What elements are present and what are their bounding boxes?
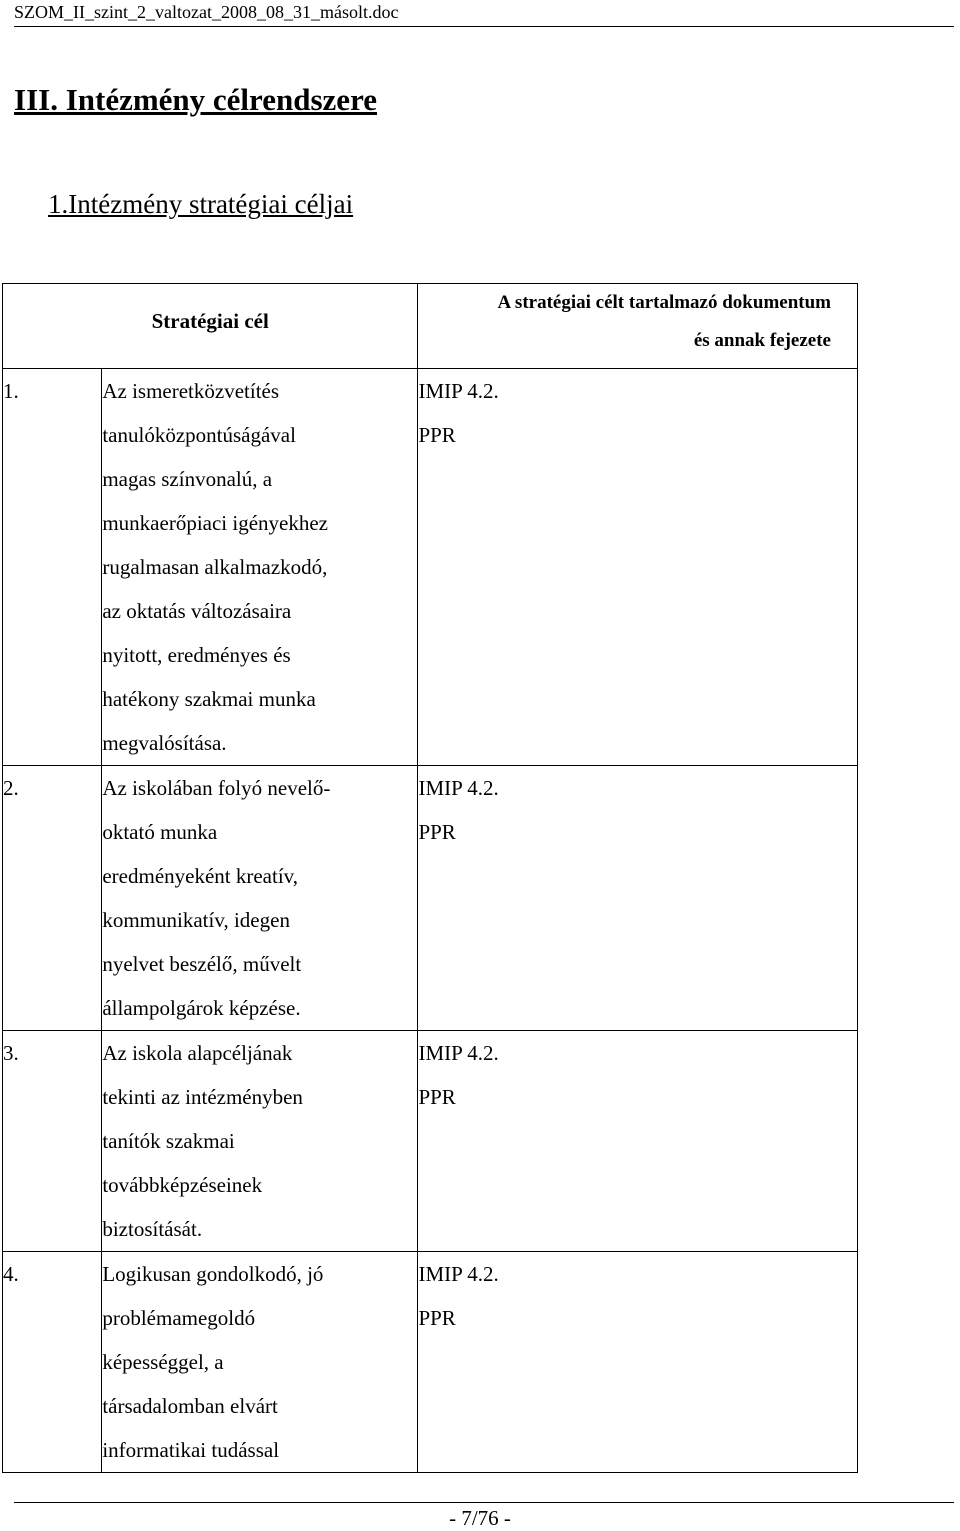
table-row: [3, 1252, 858, 1473]
table-header-row: [3, 284, 858, 369]
goal-line: oktató munka: [102, 820, 218, 844]
goal-line: képességgel, a: [102, 1350, 224, 1374]
goal-line: tekinti az intézményben: [102, 1085, 303, 1109]
footer-divider: [14, 1502, 954, 1503]
table-row: [3, 766, 858, 1031]
goal-line: Az iskolában folyó nevelő-: [102, 776, 331, 800]
goal-number: 3.: [3, 1031, 102, 1252]
doc-ref-imip: IMIP 4.2.: [418, 1041, 499, 1065]
strategic-goals-table: [2, 283, 858, 1473]
doc-ref-ppr: PPR: [418, 423, 456, 447]
goal-line: megvalósítása.: [102, 731, 227, 755]
doc-ref-ppr: PPR: [418, 820, 456, 844]
doc-ref-imip: IMIP 4.2.: [418, 379, 499, 403]
goal-number: 4.: [3, 1252, 102, 1473]
doc-column-header-line2: és annak fejezete: [693, 330, 831, 351]
goal-text: [102, 1252, 418, 1473]
doc-reference: [418, 369, 858, 766]
doc-ref-ppr: PPR: [418, 1085, 456, 1109]
goal-number: 1.: [3, 369, 102, 766]
goal-line: nyelvet beszélő, művelt: [102, 952, 302, 976]
goal-text: [102, 369, 418, 766]
page-number: - 7/76 -: [449, 1506, 511, 1530]
goal-line: Az ismeretközvetítés: [102, 379, 280, 403]
goal-line: rugalmasan alkalmazkodó,: [102, 555, 328, 579]
goal-line: tanulóközpontúságával: [102, 423, 296, 447]
goal-number: 2.: [3, 766, 102, 1031]
goal-line: problémamegoldó: [102, 1306, 256, 1330]
doc-ref-imip: IMIP 4.2.: [418, 776, 499, 800]
doc-ref-imip: IMIP 4.2.: [418, 1262, 499, 1286]
document-header-filename: SZOM_II_szint_2_valtozat_2008_08_31_másolt.doc: [14, 2, 954, 27]
goal-line: munkaerőpiaci igényekhez: [102, 511, 328, 535]
goal-line: hatékony szakmai munka: [102, 687, 316, 711]
goal-column-header: Stratégiai cél: [151, 309, 269, 333]
doc-reference: [418, 766, 858, 1031]
goal-line: informatikai tudással: [102, 1438, 280, 1462]
goal-line: kommunikatív, idegen: [102, 908, 290, 932]
goal-line: eredményeként kreatív,: [102, 864, 299, 888]
goal-column-header-cell: [3, 284, 418, 369]
table-row: [3, 369, 858, 766]
doc-column-header-line1: A stratégiai célt tartalmazó dokumentum: [497, 292, 831, 313]
doc-reference: [418, 1252, 858, 1473]
doc-column-header: [418, 284, 857, 360]
goal-line: magas színvonalú, a: [102, 467, 273, 491]
goal-line: Logikusan gondolkodó, jó: [102, 1262, 324, 1286]
table-row: [3, 1031, 858, 1252]
goal-line: társadalomban elvárt: [102, 1394, 278, 1418]
goal-line: állampolgárok képzése.: [102, 996, 301, 1020]
goal-line: Az iskola alapcéljának: [102, 1041, 293, 1065]
doc-column-header-cell: [418, 284, 858, 369]
goal-line: továbbképzéseinek: [102, 1173, 263, 1197]
section-title: III. Intézmény célrendszere: [14, 82, 378, 117]
subsection-title: 1.Intézmény stratégiai céljai: [48, 189, 354, 219]
goal-line: biztosítását.: [102, 1217, 203, 1241]
goal-text: [102, 1031, 418, 1252]
goal-line: tanítók szakmai: [102, 1129, 235, 1153]
doc-reference: [418, 1031, 858, 1252]
doc-ref-ppr: PPR: [418, 1306, 456, 1330]
goal-line: az oktatás változásaira: [102, 599, 292, 623]
goal-line: nyitott, eredményes és: [102, 643, 291, 667]
goal-text: [102, 766, 418, 1031]
